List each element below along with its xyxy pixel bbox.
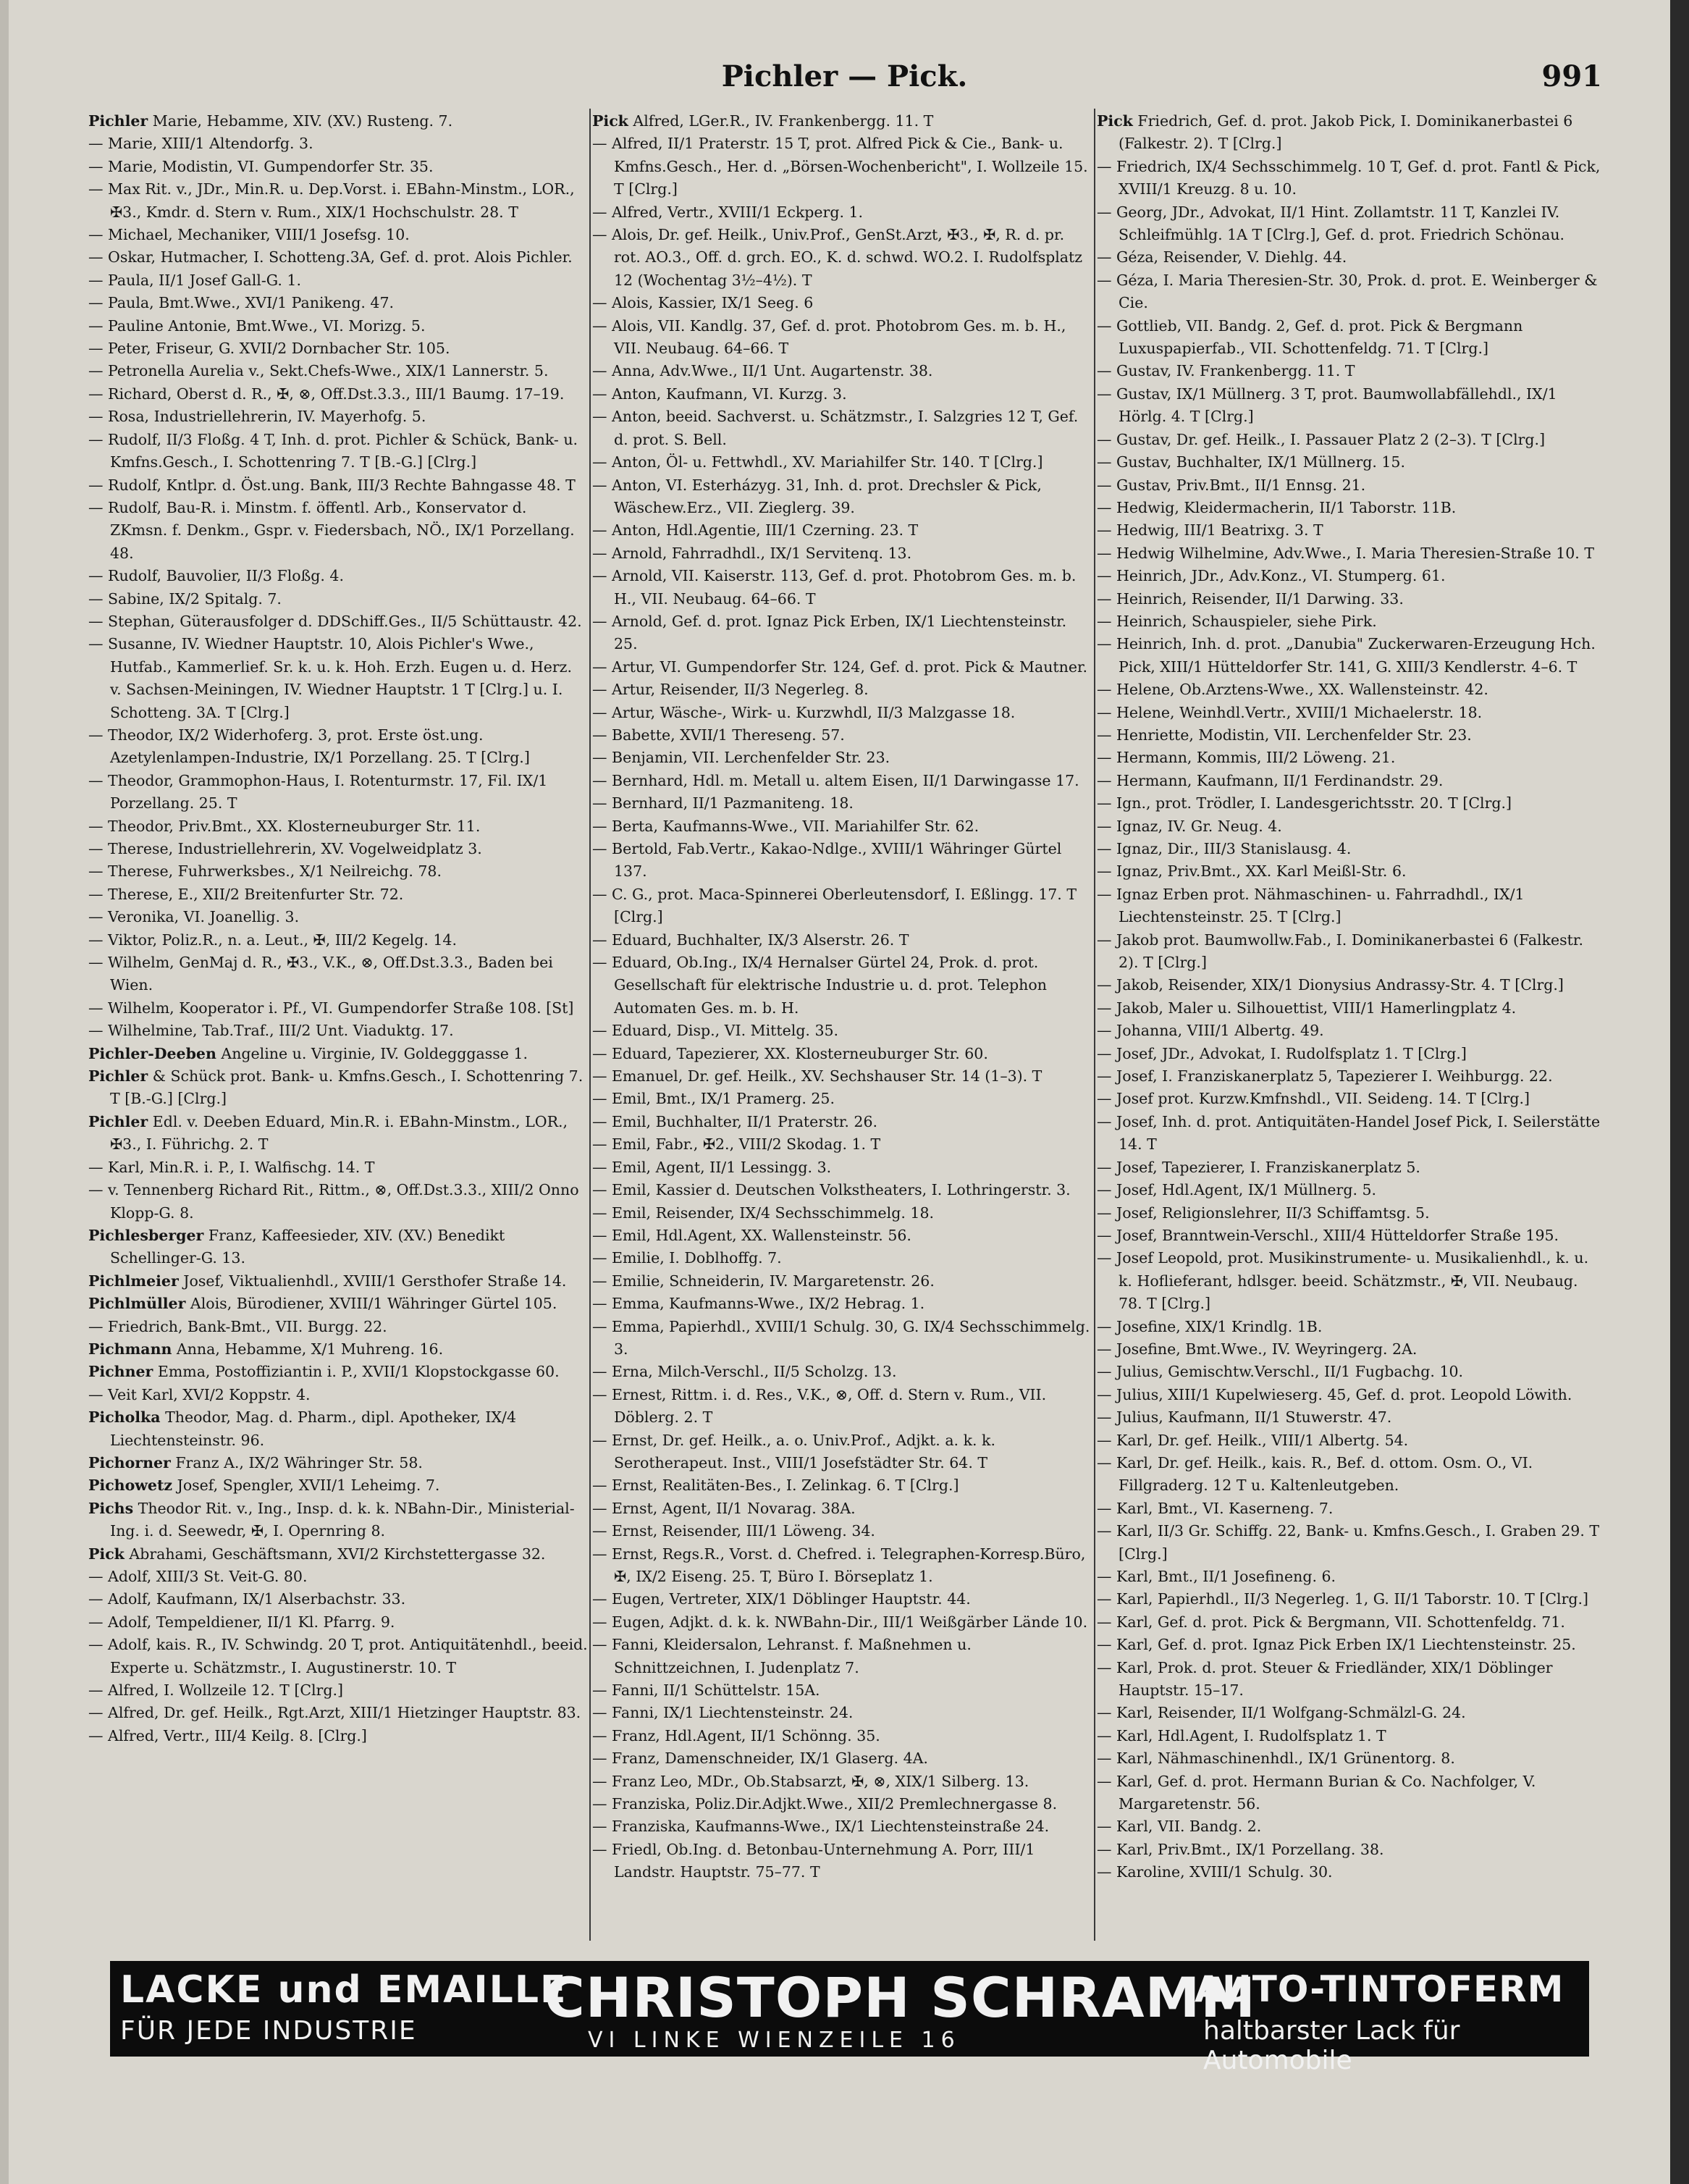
directory-entry: — Hedwig, III/1 Beatrixg. 3. T	[1097, 521, 1323, 539]
directory-entry: — Eduard, Buchhalter, IX/3 Alserstr. 26. T	[592, 931, 909, 949]
directory-entry: — Artur, Reisender, II/3 Negerleg. 8.	[592, 681, 869, 699]
directory-entry: — Richard, Oberst d. R., ✠, ⊗, Off.Dst.3.3., III/1 Baumg. 17–19.	[88, 385, 565, 403]
directory-entry: — Stephan, Güterausfolger d. DDSchiff.Ges., II/5 Schüttaustr. 42.	[88, 612, 582, 630]
directory-entry: — Karl, VII. Bandg. 2.	[1097, 1818, 1262, 1836]
column-divider	[1094, 109, 1095, 1941]
directory-entry: — Michael, Mechaniker, VIII/1 Josefsg. 10.	[88, 226, 410, 244]
directory-entry: Pichorner Franz A., IX/2 Währinger Str. 58.	[88, 1453, 423, 1471]
directory-entry: — Alois, Dr. gef. Heilk., Univ.Prof., GenSt.Arzt, ✠3., ✠, R. d. pr. rot. AO.3., Off. d. grch. EO., K. d. schwd. WO.2. I. Rudolfsplatz 12 (Wochentag 3½–4½). T	[592, 226, 1083, 289]
directory-entry: — Ernest, Rittm. i. d. Res., V.K., ⊗, Off. d. Stern v. Rum., VII. Döblerg. 2. T	[592, 1385, 1047, 1427]
directory-entry: — Artur, Wäsche-, Wirk- u. Kurzwhdl, II/3 Malzgasse 18.	[592, 703, 1016, 721]
directory-entry: — Bernhard, II/1 Pazmaniteng. 18.	[592, 794, 854, 812]
directory-entry: — Franz, Damenschneider, IX/1 Glaserg. 4A.	[592, 1750, 928, 1768]
directory-entry: — Emilie, I. Doblhoffg. 7.	[592, 1249, 782, 1267]
directory-entry: — Rudolf, II/3 Floßg. 4 T, Inh. d. prot. Pichler & Schück, Bank- u. Kmfns.Gesch., I. Schottenring 7. T [B.-G.] [Clrg.]	[88, 430, 578, 471]
ad-left-line2: FÜR JEDE INDUSTRIE	[120, 2016, 417, 2046]
directory-entry: — Anton, Kaufmann, VI. Kurzg. 3.	[592, 385, 847, 403]
directory-entry: Pichler Edl. v. Deeben Eduard, Min.R. i. EBahn-Minstm., LOR., ✠3., I. Führichg. 2. T	[88, 1112, 568, 1154]
directory-entry: — Ernst, Regs.R., Vorst. d. Chefred. i. Telegraphen-Korresp.Büro, ✠, IX/2 Eiseng. 25. T, Büro I. Börseplatz 1.	[592, 1545, 1086, 1585]
directory-entry: — Alfred, I. Wollzeile 12. T [Clrg.]	[88, 1681, 343, 1700]
directory-entry: — Therese, E., XII/2 Breitenfurter Str. 72.	[88, 885, 404, 903]
directory-entry: — Karl, Bmt., II/1 Josefineng. 6.	[1097, 1568, 1336, 1585]
directory-entry: — Emil, Kassier d. Deutschen Volkstheaters, I. Lothringerstr. 3.	[592, 1181, 1071, 1199]
directory-entry: — Anna, Adv.Wwe., II/1 Unt. Augartenstr. 38.	[592, 362, 933, 380]
directory-entry: — Bernhard, Hdl. m. Metall u. altem Eisen, II/1 Darwingasse 17.	[592, 771, 1079, 789]
directory-entry: Pichner Emma, Postoffiziantin i. P., XVII/1 Klopstockgasse 60.	[88, 1363, 560, 1381]
directory-entry: — Wilhelmine, Tab.Traf., III/2 Unt. Viaduktg. 17.	[88, 1022, 454, 1040]
directory-entry: — Rosa, Industriellehrerin, IV. Mayerhofg. 5.	[88, 408, 426, 426]
directory-entry: — Marie, XIII/1 Altendorfg. 3.	[88, 135, 313, 153]
directory-entry: Pichowetz Josef, Spengler, XVII/1 Leheimg. 7.	[88, 1477, 440, 1495]
directory-entry: — Géza, I. Maria Theresien-Str. 30, Prok. d. prot. E. Weinberger & Cie.	[1097, 271, 1598, 312]
directory-entry: — Babette, XVII/1 Thereseng. 57.	[592, 726, 845, 744]
directory-entry: — Artur, VI. Gumpendorfer Str. 124, Gef. d. prot. Pick & Mautner.	[592, 658, 1088, 676]
directory-entry: — Franz Leo, MDr., Ob.Stabsarzt, ✠, ⊗, XIX/1 Silberg. 13.	[592, 1772, 1029, 1790]
directory-entry: — Heinrich, Schauspieler, siehe Pirk.	[1097, 612, 1377, 630]
directory-entry: — Veit Karl, XVI/2 Koppstr. 4.	[88, 1385, 311, 1403]
directory-entry: — Paula, Bmt.Wwe., XVI/1 Panikeng. 47.	[88, 294, 395, 312]
directory-entry: — Heinrich, Reisender, II/1 Darwing. 33.	[1097, 589, 1404, 608]
directory-entry: — Rudolf, Kntlpr. d. Öst.ung. Bank, III/3 Rechte Bahngasse 48. T	[88, 476, 576, 494]
directory-entry: Pichlmüller Alois, Bürodiener, XVIII/1 Währinger Gürtel 105.	[88, 1295, 557, 1313]
directory-entry: — Heinrich, JDr., Adv.Konz., VI. Stumperg. 61.	[1097, 567, 1446, 585]
directory-entry: — Adolf, Kaufmann, IX/1 Alserbachstr. 33.	[88, 1590, 406, 1608]
directory-entry: — Julius, Gemischtw.Verschl., II/1 Fugbachg. 10.	[1097, 1363, 1464, 1381]
directory-entry: — Karl, Gef. d. prot. Ignaz Pick Erben IX/1 Liechtensteinstr. 25.	[1097, 1636, 1576, 1654]
directory-entry: — Ignaz, Dir., III/3 Stanislausg. 4.	[1097, 840, 1352, 857]
directory-entry: — Emil, Reisender, IX/4 Sechsschimmelg. 18.	[592, 1204, 935, 1222]
directory-entry: Pick Friedrich, Gef. d. prot. Jakob Pick, I. Dominikanerbastei 6 (Falkestr. 2). T [Clrg.]	[1097, 112, 1573, 153]
directory-entry: Pick Alfred, LGer.R., IV. Frankenbergg. 11. T	[592, 112, 934, 130]
page-edge-left	[0, 0, 9, 2184]
directory-entry: — Oskar, Hutmacher, I. Schotteng.3A, Gef. d. prot. Alois Pichler.	[88, 248, 573, 266]
directory-entry: — Julius, Kaufmann, II/1 Stuwerstr. 47.	[1097, 1408, 1392, 1427]
directory-entry: — Berta, Kaufmanns-Wwe., VII. Mariahilfer Str. 62.	[592, 817, 980, 835]
running-title: Pichler — Pick.	[721, 59, 968, 93]
directory-entry: — Theodor, IX/2 Widerhoferg. 3, prot. Erste öst.ung. Azetylenlampen-Industrie, IX/1 Porzellang. 25. T [Clrg.]	[88, 726, 530, 767]
directory-entry: — Josef, Religionslehrer, II/3 Schiffamtsg. 5.	[1097, 1204, 1430, 1222]
directory-entry: — Karl, Priv.Bmt., IX/1 Porzellang. 38.	[1097, 1840, 1384, 1858]
directory-entry: — Gottlieb, VII. Bandg. 2, Gef. d. prot. Pick & Bergmann Luxuspapierfab., VII. Schottenfeldg. 71. T [Clrg.]	[1097, 316, 1523, 358]
directory-entry: — Johanna, VIII/1 Albertg. 49.	[1097, 1022, 1324, 1040]
directory-entry: Pichler Marie, Hebamme, XIV. (XV.) Rusteng. 7.	[88, 112, 453, 130]
page-header	[0, 59, 1689, 103]
directory-entry: Pichmann Anna, Hebamme, X/1 Muhreng. 16.	[88, 1340, 444, 1358]
ad-brand: CHRISTOPH SCHRAMM	[544, 1965, 1256, 2030]
directory-entry: — Eugen, Adjkt. d. k. k. NWBahn-Dir., III/1 Weißgärber Lände 10.	[592, 1613, 1088, 1631]
directory-entry: — Ernst, Agent, II/1 Novarag. 38A.	[592, 1499, 856, 1517]
directory-entry: — Rudolf, Bauvolier, II/3 Floßg. 4.	[88, 567, 344, 585]
directory-entry: — Eduard, Disp., VI. Mittelg. 35.	[592, 1022, 839, 1040]
directory-entry: — v. Tennenberg Richard Rit., Rittm., ⊗, Off.Dst.3.3., XIII/2 Onno Klopp-G. 8.	[88, 1181, 579, 1222]
directory-entry: — Ernst, Dr. gef. Heilk., a. o. Univ.Prof., Adjkt. a. k. k. Serotherapeut. Inst., VIII/1 Josefstädter Str. 64. T	[592, 1431, 995, 1471]
directory-entry: — Josef, JDr., Advokat, I. Rudolfsplatz 1. T [Clrg.]	[1097, 1044, 1467, 1062]
directory-entry: — Helene, Weinhdl.Vertr., XVIII/1 Michaelerstr. 18.	[1097, 703, 1483, 721]
directory-entry: — Pauline Antonie, Bmt.Wwe., VI. Morizg. 5.	[88, 316, 426, 335]
directory-entry: — Alfred, Vertr., XVIII/1 Eckperg. 1.	[592, 203, 864, 221]
directory-entry: — Heinrich, Inh. d. prot. „Danubia" Zuckerwaren-Erzeugung Hch. Pick, XIII/1 Hütteldorfer Str. 141, G. XIII/3 Kendlerstr. 4–6. T	[1097, 635, 1596, 676]
directory-entry: — Josefine, XIX/1 Krindlg. 1B.	[1097, 1317, 1323, 1335]
directory-entry: — Josef Leopold, prot. Musikinstrumente- u. Musikalienhdl., k. u. k. Hoflieferant, hdlsger. beeid. Schätzmstr., ✠, VII. Neubaug. 78. T [Clrg.]	[1097, 1249, 1589, 1313]
directory-entry: — Karl, Bmt., VI. Kaserneng. 7.	[1097, 1499, 1334, 1517]
directory-entry: — Josef, Hdl.Agent, IX/1 Müllnerg. 5.	[1097, 1181, 1377, 1199]
directory-entry: — Karl, Hdl.Agent, I. Rudolfsplatz 1. T	[1097, 1726, 1386, 1744]
directory-entry: — Ignaz, IV. Gr. Neug. 4.	[1097, 817, 1282, 835]
column-divider	[589, 109, 591, 1941]
directory-entry: — Theodor, Grammophon-Haus, I. Rotenturmstr. 17, Fil. IX/1 Porzellang. 25. T	[88, 771, 548, 812]
directory-entry: — Hermann, Kommis, III/2 Löweng. 21.	[1097, 749, 1396, 767]
directory-entry: — Ign., prot. Trödler, I. Landesgerichtsstr. 20. T [Clrg.]	[1097, 794, 1512, 812]
directory-entry: — Alfred, Dr. gef. Heilk., Rgt.Arzt, XIII/1 Hietzinger Hauptstr. 83.	[88, 1704, 581, 1722]
directory-entry: — Emanuel, Dr. gef. Heilk., XV. Sechshauser Str. 14 (1–3). T	[592, 1067, 1043, 1085]
directory-entry: — Eduard, Tapezierer, XX. Klosterneuburger Str. 60.	[592, 1044, 988, 1062]
directory-entry: — Josef, I. Franziskanerplatz 5, Tapezierer I. Weihburgg. 22.	[1097, 1067, 1553, 1085]
directory-entry: — Gustav, Dr. gef. Heilk., I. Passauer Platz 2 (2–3). T [Clrg.]	[1097, 430, 1546, 448]
ad-right-line1: AUTO-TINTOFERM	[1195, 1968, 1564, 2010]
directory-entry: — Adolf, kais. R., IV. Schwindg. 20 T, prot. Antiquitätenhdl., beeid. Experte u. Schätzmstr., I. Augustinerstr. 10. T	[88, 1636, 588, 1676]
directory-entry: — Arnold, Gef. d. prot. Ignaz Pick Erben, IX/1 Liechtensteinstr. 25.	[592, 612, 1067, 653]
directory-entry: — Ernst, Reisender, III/1 Löweng. 34.	[592, 1522, 875, 1540]
directory-entry: — Alfred, II/1 Praterstr. 15 T, prot. Alfred Pick & Cie., Bank- u. Kmfns.Gesch., Her. d. „Börsen-Wochenbericht", I. Wollzeile 15. T [Clrg.]	[592, 135, 1088, 198]
directory-entry: — Arnold, VII. Kaiserstr. 113, Gef. d. prot. Photobrom Ges. m. b. H., VII. Neubaug. 64–66. T	[592, 567, 1077, 608]
directory-entry: — Veronika, VI. Joanellig. 3.	[88, 908, 300, 926]
directory-entry: — Max Rit. v., JDr., Min.R. u. Dep.Vorst. i. EBahn-Minstm., LOR., ✠3., Kmdr. d. Stern v. Rum., XIX/1 Hochschulstr. 28. T	[88, 180, 575, 221]
directory-entry: — Eugen, Vertreter, XIX/1 Döblinger Hauptstr. 44.	[592, 1590, 971, 1608]
directory-entry: — Géza, Reisender, V. Diehlg. 44.	[1097, 248, 1347, 266]
directory-entry: — Karoline, XVIII/1 Schulg. 30.	[1097, 1863, 1333, 1881]
directory-entry: — Jakob prot. Baumwollw.Fab., I. Dominikanerbastei 6 (Falkestr. 2). T [Clrg.]	[1097, 931, 1583, 972]
directory-entry: — Alois, VII. Kandlg. 37, Gef. d. prot. Photobrom Ges. m. b. H., VII. Neubaug. 64–66. T	[592, 316, 1066, 358]
directory-entry: — Susanne, IV. Wiedner Hauptstr. 10, Alois Pichler's Wwe., Hutfab., Kammerlief. Sr. k. u. k. Hoh. Erzh. Eugen u. d. Herz. v. Sachsen-Meiningen, IV. Wiedner Hauptstr. 1 T [Clrg.] u. I. Schotteng. 3A. T [Clrg.]	[88, 635, 572, 721]
directory-entry: — Franziska, Poliz.Dir.Adjkt.Wwe., XII/2 Premlechnergasse 8.	[592, 1795, 1058, 1813]
directory-entry: — Anton, Hdl.Agentie, III/1 Czerning. 23. T	[592, 521, 919, 539]
directory-entry: — Wilhelm, GenMaj d. R., ✠3., V.K., ⊗, Off.Dst.3.3., Baden bei Wien.	[88, 954, 553, 994]
directory-entry: — Emil, Buchhalter, II/1 Praterstr. 26.	[592, 1112, 878, 1130]
directory-column-2	[592, 110, 1093, 1949]
directory-entry: — Fanni, II/1 Schüttelstr. 15A.	[592, 1681, 820, 1700]
directory-entry: — Ignaz Erben prot. Nähmaschinen- u. Fahrradhdl., IX/1 Liechtensteinstr. 25. T [Clrg.]	[1097, 885, 1525, 926]
directory-entry: — Karl, II/3 Gr. Schiffg. 22, Bank- u. Kmfns.Gesch., I. Graben 29. T [Clrg.]	[1097, 1522, 1600, 1563]
directory-entry: — Anton, VI. Esterházyg. 31, Inh. d. prot. Drechsler & Pick, Wäschew.Erz., VII. Zieglerg. 39.	[592, 476, 1042, 516]
directory-entry: — Therese, Industriellehrerin, XV. Vogelweidplatz 3.	[88, 840, 482, 857]
directory-entry: — Viktor, Poliz.R., n. a. Leut., ✠, III/2 Kegelg. 14.	[88, 931, 457, 949]
directory-entry: — Peter, Friseur, G. XVII/2 Dornbacher Str. 105.	[88, 340, 450, 358]
directory-entry: — Rudolf, Bau-R. i. Minstm. f. öffentl. Arb., Konservator d. ZKmsn. f. Denkm., Gspr. v. Fiedersbach, NÖ., IX/1 Porzellang. 48.	[88, 498, 575, 562]
directory-entry: — Georg, JDr., Advokat, II/1 Hint. Zollamtstr. 11 T, Kanzlei IV. Schleifmühlg. 1A T [Clrg.], Gef. d. prot. Friedrich Schönau.	[1097, 203, 1565, 244]
directory-entry: — Karl, Gef. d. prot. Pick & Bergmann, VII. Schottenfeldg. 71.	[1097, 1613, 1565, 1631]
directory-entry: — Julius, XIII/1 Kupelwieserg. 45, Gef. d. prot. Leopold Löwith.	[1097, 1385, 1572, 1403]
page-edge-right	[1670, 0, 1689, 2184]
directory-entry: — Bertold, Fab.Vertr., Kakao-Ndlge., XVIII/1 Währinger Gürtel 137.	[592, 840, 1062, 881]
directory-entry: — Benjamin, VII. Lerchenfelder Str. 23.	[592, 749, 890, 767]
directory-entry: — Karl, Dr. gef. Heilk., VIII/1 Albertg. 54.	[1097, 1431, 1409, 1449]
directory-entry: — Karl, Papierhdl., II/3 Negerleg. 1, G. II/1 Taborstr. 10. T [Clrg.]	[1097, 1590, 1589, 1608]
directory-entry: — Friedrich, IX/4 Sechsschimmelg. 10 T, Gef. d. prot. Fantl & Pick, XVIII/1 Kreuzg. 8 u. 10.	[1097, 157, 1601, 198]
directory-entry: — Emma, Papierhdl., XVIII/1 Schulg. 30, G. IX/4 Sechsschimmelg. 3.	[592, 1317, 1090, 1358]
directory-entry: — Theodor, Priv.Bmt., XX. Klosterneuburger Str. 11.	[88, 817, 481, 835]
directory-column-3	[1097, 110, 1604, 1949]
directory-entry: — Hermann, Kaufmann, II/1 Ferdinandstr. 29.	[1097, 771, 1444, 789]
directory-entry: — Hedwig Wilhelmine, Adv.Wwe., I. Maria Theresien-Straße 10. T	[1097, 544, 1595, 562]
directory-entry: — Fanni, Kleidersalon, Lehranst. f. Maßnehmen u. Schnittzeichnen, I. Judenplatz 7.	[592, 1636, 972, 1676]
directory-entry: — Emil, Hdl.Agent, XX. Wallensteinstr. 56.	[592, 1226, 911, 1244]
page-number: 991	[1541, 59, 1602, 93]
directory-entry: — Gustav, IX/1 Müllnerg. 3 T, prot. Baumwollabfällehdl., IX/1 Hörlg. 4. T [Clrg.]	[1097, 385, 1557, 426]
directory-entry: — Josef, Tapezierer, I. Franziskanerplatz 5.	[1097, 1158, 1420, 1176]
directory-entry: — Karl, Nähmaschinenhdl., IX/1 Grünentorg. 8.	[1097, 1750, 1455, 1768]
directory-entry: — Alfred, Vertr., III/4 Keilg. 8. [Clrg.]	[88, 1726, 367, 1744]
directory-entry: — C. G., prot. Maca-Spinnerei Oberleutensdorf, I. Eßlingg. 17. T [Clrg.]	[592, 885, 1077, 926]
ad-address: VI LINKE WIENZEILE 16	[588, 2028, 961, 2053]
directory-entry: — Therese, Fuhrwerksbes., X/1 Neilreichg. 78.	[88, 862, 442, 881]
directory-entry: — Emilie, Schneiderin, IV. Margaretenstr. 26.	[592, 1272, 935, 1290]
directory-entry: — Henriette, Modistin, VII. Lerchenfelder Str. 23.	[1097, 726, 1472, 744]
ad-left-line1: LACKE und EMAILLE	[120, 1968, 568, 2012]
directory-entry: — Adolf, Tempeldiener, II/1 Kl. Pfarrg. 9.	[88, 1613, 395, 1631]
directory-entry: — Petronella Aurelia v., Sekt.Chefs-Wwe., XIX/1 Lannerstr. 5.	[88, 362, 549, 380]
directory-entry: — Marie, Modistin, VI. Gumpendorfer Str. 35.	[88, 157, 434, 175]
directory-entry: Pichlmeier Josef, Viktualienhdl., XVIII/1 Gersthofer Straße 14.	[88, 1272, 567, 1290]
directory-entry: — Karl, Gef. d. prot. Hermann Burian & Co. Nachfolger, V. Margaretenstr. 56.	[1097, 1772, 1536, 1813]
directory-entry: — Emil, Fabr., ✠2., VIII/2 Skodag. 1. T	[592, 1135, 881, 1154]
directory-entry: — Hedwig, Kleidermacherin, II/1 Taborstr. 11B.	[1097, 498, 1457, 516]
directory-entry: — Paula, II/1 Josef Gall-G. 1.	[88, 271, 301, 289]
directory-entry: — Josefine, Bmt.Wwe., IV. Weyringerg. 2A.	[1097, 1340, 1418, 1358]
directory-entry: — Eduard, Ob.Ing., IX/4 Hernalser Gürtel 24, Prok. d. prot. Gesellschaft für elektrische Industrie u. d. prot. Telephon Automaten Ges. m. b. H.	[592, 954, 1047, 1017]
directory-entry: — Emma, Kaufmanns-Wwe., IX/2 Hebrag. 1.	[592, 1295, 925, 1313]
directory-entry: — Gustav, IV. Frankenbergg. 11. T	[1097, 362, 1355, 380]
directory-entry: Pichs Theodor Rit. v., Ing., Insp. d. k. k. NBahn-Dir., Ministerial-Ing. i. d. Seewedr, ✠, I. Opernring 8.	[88, 1499, 575, 1540]
directory-entry: — Sabine, IX/2 Spitalg. 7.	[88, 589, 282, 608]
advertisement-banner	[110, 1961, 1589, 2075]
directory-entry: — Josef prot. Kurzw.Kmfnshdl., VII. Seideng. 14. T [Clrg.]	[1097, 1090, 1530, 1108]
directory-entry: — Erna, Milch-Verschl., II/5 Scholzg. 13.	[592, 1363, 897, 1381]
directory-entry: — Adolf, XIII/3 St. Veit-G. 80.	[88, 1568, 308, 1585]
directory-entry: — Friedrich, Bank-Bmt., VII. Burgg. 22.	[88, 1317, 387, 1335]
directory-entry: Pichlesberger Franz, Kaffeesieder, XIV. (XV.) Benedikt Schellinger-G. 13.	[88, 1226, 505, 1267]
directory-entry: — Emil, Bmt., IX/1 Pramerg. 25.	[592, 1090, 835, 1108]
directory-entry: — Karl, Dr. gef. Heilk., kais. R., Bef. d. ottom. Osm. O., VI. Fillgraderg. 12 T u. Kaltenleutgeben.	[1097, 1453, 1533, 1495]
directory-entry: — Ignaz, Priv.Bmt., XX. Karl Meißl-Str. 6.	[1097, 862, 1407, 881]
directory-entry: — Anton, Öl- u. Fettwhdl., XV. Mariahilfer Str. 140. T [Clrg.]	[592, 453, 1043, 471]
directory-entry: — Helene, Ob.Arztens-Wwe., XX. Wallensteinstr. 42.	[1097, 681, 1488, 699]
directory-entry: — Friedl, Ob.Ing. d. Betonbau-Unternehmung A. Porr, III/1 Landstr. Hauptstr. 75–77. T	[592, 1840, 1035, 1881]
directory-entry: — Josef, Inh. d. prot. Antiquitäten-Handel Josef Pick, I. Seilerstätte 14. T	[1097, 1112, 1601, 1154]
directory-column-1	[88, 110, 588, 1949]
directory-entry: — Josef, Branntwein-Verschl., XIII/4 Hütteldorfer Straße 195.	[1097, 1226, 1559, 1244]
directory-entry: — Fanni, IX/1 Liechtensteinstr. 24.	[592, 1704, 854, 1722]
directory-entry: — Jakob, Reisender, XIX/1 Dionysius Andrassy-Str. 4. T [Clrg.]	[1097, 976, 1564, 994]
directory-entry: Picholka Theodor, Mag. d. Pharm., dipl. Apotheker, IX/4 Liechtensteinstr. 96.	[88, 1408, 516, 1449]
directory-entry: — Ernst, Realitäten-Bes., I. Zelinkag. 6. T [Clrg.]	[592, 1477, 959, 1495]
directory-entry: — Franziska, Kaufmanns-Wwe., IX/1 Liechtensteinstraße 24.	[592, 1818, 1050, 1836]
directory-entry: Pichler & Schück prot. Bank- u. Kmfns.Gesch., I. Schottenring 7. T [B.-G.] [Clrg.]	[88, 1067, 584, 1108]
directory-entry: — Jakob, Maler u. Silhouettist, VIII/1 Hamerlingplatz 4.	[1097, 999, 1517, 1017]
directory-entry: — Karl, Prok. d. prot. Steuer & Friedländer, XIX/1 Döblinger Hauptstr. 15–17.	[1097, 1658, 1553, 1700]
directory-entry: — Karl, Reisender, II/1 Wolfgang-Schmälzl-G. 24.	[1097, 1704, 1466, 1722]
ad-right-line2: haltbarster Lack für Automobile	[1203, 2016, 1460, 2075]
directory-entry: — Franz, Hdl.Agent, II/1 Schönng. 35.	[592, 1726, 880, 1744]
directory-entry: — Wilhelm, Kooperator i. Pf., VI. Gumpendorfer Straße 108. [St]	[88, 999, 574, 1017]
directory-entry: Pichler-Deeben Angeline u. Virginie, IV. Goldegggasse 1.	[88, 1044, 528, 1062]
directory-entry: Pick Abrahami, Geschäftsmann, XVI/2 Kirchstettergasse 32.	[88, 1545, 546, 1563]
directory-entry: — Karl, Min.R. i. P., I. Walfischg. 14. T	[88, 1158, 375, 1176]
directory-entry: — Emil, Agent, II/1 Lessingg. 3.	[592, 1158, 832, 1176]
directory-entry: — Arnold, Fahrradhdl., IX/1 Servitenq. 13.	[592, 544, 912, 562]
directory-entry: — Gustav, Buchhalter, IX/1 Müllnerg. 15.	[1097, 453, 1405, 471]
directory-entry: — Anton, beeid. Sachverst. u. Schätzmstr., I. Salzgries 12 T, Gef. d. prot. S. Bell.	[592, 408, 1079, 448]
directory-entry: — Gustav, Priv.Bmt., II/1 Ennsg. 21.	[1097, 476, 1366, 494]
directory-entry: — Alois, Kassier, IX/1 Seeg. 6	[592, 294, 814, 312]
